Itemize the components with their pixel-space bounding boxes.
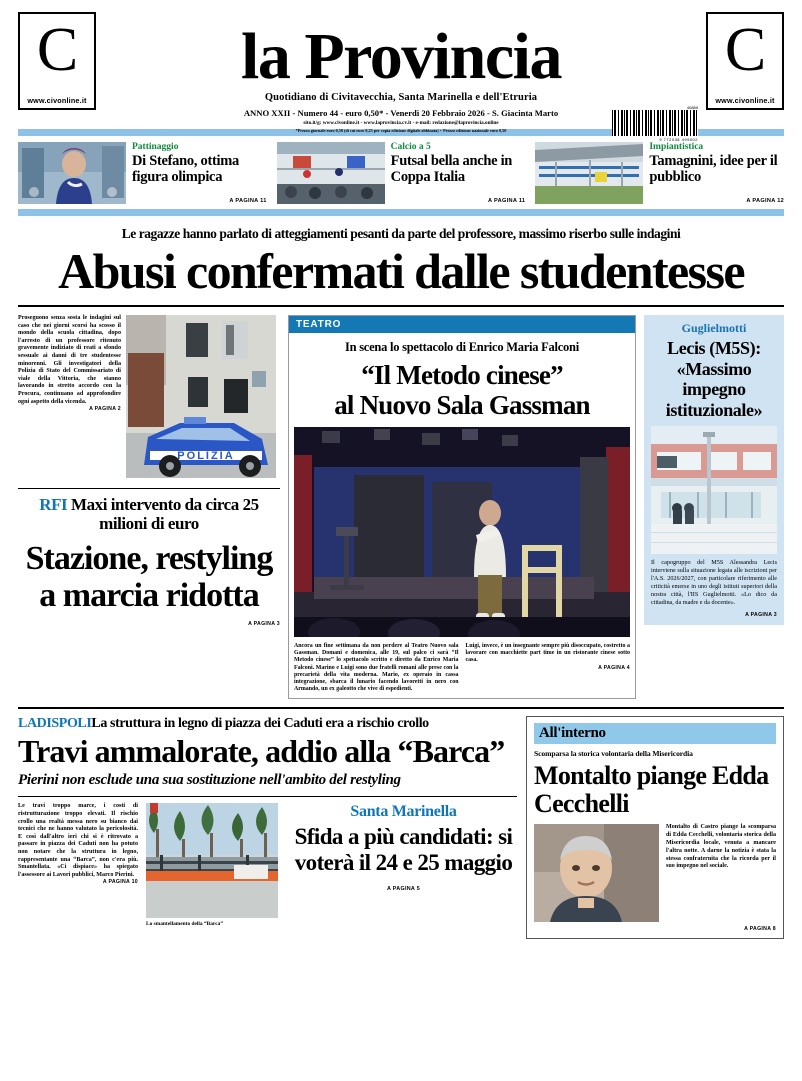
- guglielmotti-body-text: Il capogruppo del M5S Alessandra Lecis interviene sulla situazione legata alle iscrizioni per l'A.S. 2026/2027, con particolare riferimento alle criticità emerse in uno degli istituti superiori della nostra città, l'IIS Guglielmotti. «Lo dico da cittadina, da madre e da docente».: [651, 559, 777, 607]
- sports-page-ref: A PAGINA 11: [229, 198, 267, 204]
- svg-text:POLIZIA: POLIZIA: [177, 450, 235, 462]
- ladispoli-article[interactable]: [18, 716, 526, 939]
- ladispoli-kicker-line: [18, 716, 517, 732]
- newspaper-title: la Provincia: [241, 20, 561, 93]
- sports-text: [643, 142, 784, 204]
- santa-marinella-article[interactable]: [286, 803, 517, 927]
- santa-marinella-kicker: Santa Marinella: [350, 803, 457, 821]
- piazza-caduti-photo: [146, 803, 278, 918]
- teatro-body-text-2: Luigi, invece, è un insegnante sempre più disoccupato, costretto a lavorare con macchiette part time in un ristorante cinese sotto casa.: [465, 643, 630, 664]
- logo-left-letter: C: [36, 16, 78, 84]
- sports-headline[interactable]: Di Stefano, ottima figura olimpica: [132, 153, 239, 185]
- sports-page-ref: A PAGINA 12: [746, 198, 785, 204]
- ladispoli-subhead: Pierini non esclude una sua sostituzione nell'ambito del restyling: [18, 772, 401, 789]
- santa-marinella-headline[interactable]: Sfida a più candidati: si voterà il 24 e 25 maggio: [294, 824, 513, 876]
- teatro-body-columns: [294, 643, 630, 693]
- barcode-top-number: 40889: [686, 105, 698, 110]
- sports-item[interactable]: [277, 142, 526, 204]
- guglielmotti-page-ref: A PAGINA 3: [745, 611, 777, 618]
- sports-item[interactable]: [535, 142, 784, 204]
- lead-headline[interactable]: Abusi confermati dalle studentesse: [58, 243, 744, 299]
- logo-left: [18, 12, 96, 110]
- rfi-tag: RFI: [39, 495, 68, 514]
- sports-headline[interactable]: Tamagnini, idee per il pubblico: [649, 153, 778, 185]
- teatro-subhead: In scena lo spettacolo di Enrico Maria Falconi: [345, 340, 579, 354]
- police-car-photo: [126, 315, 276, 478]
- barcode-icon: [612, 110, 698, 136]
- lead-kicker: Le ragazze hanno parlato di atteggiamenti pesanti da parte del professore, massimo riserbo sulle indagini: [121, 226, 681, 241]
- theatre-stage-photo: [294, 427, 630, 637]
- santa-marinella-page-ref: A PAGINA 5: [386, 886, 421, 893]
- bottom-blue-rule: [18, 209, 784, 216]
- futsal-court-photo: [277, 142, 385, 204]
- sports-page-ref: A PAGINA 11: [488, 198, 526, 204]
- ladispoli-body-text: Le travi troppo marce, i costi di ristrutturazione troppo elevati. Il rischio crollo una realtà messa nero su bianco dai tecnici che ne hanno valutato la pericolosità. E così dall'altro ieri chi si è ritrovato a passare in piazza dei Caduti non ha potuto non notare che la struttura in legno, rappresentante una “Barca”, non c'era più. Smantellata. «Ci dispiace» ha spiegato l'assessore ai Lavori pubblici, Marco Pierini.: [18, 803, 138, 878]
- lead-divider: [18, 305, 784, 307]
- lead-page-ref: A PAGINA 2: [89, 406, 121, 413]
- allinterno-page-ref: A PAGINA 8: [744, 926, 776, 933]
- allinterno-article[interactable]: [526, 716, 784, 939]
- teatro-body-col2: [466, 643, 631, 693]
- barcode-number: 9 772038 499002: [659, 137, 698, 142]
- barcode-area: [612, 105, 698, 142]
- lead-body-row: [18, 315, 280, 478]
- sports-strip: [18, 142, 784, 204]
- teatro-tag: TEATRO: [289, 316, 635, 333]
- lead-body-column: [18, 315, 126, 478]
- teatro-article[interactable]: [288, 315, 636, 699]
- allinterno-body-row: [534, 824, 776, 922]
- ladispoli-headline[interactable]: Travi ammalorate, addio alla “Barca”: [18, 733, 505, 770]
- teatro-headline[interactable]: [289, 360, 635, 420]
- ladispoli-body-column: [18, 803, 138, 927]
- masthead-web-line: sito.it/g: www.civonline.it - www.laprovincia.cv.it - e-mail: redazione@laprovincia.online: [303, 120, 499, 126]
- ladispoli-tag: LADISPOLI: [18, 716, 92, 732]
- rfi-divider: [18, 488, 280, 489]
- sports-kicker: Calcio a 5: [390, 142, 431, 152]
- lead-body-text: Proseguono senza sosta le indagini sul caso che nei giorni scorsi ha scosso il mondo della scuola cittadina, dopo l'arresto di un professore ritenuto gravemente indiziato di reati a sfondo sessuale ai danni di tre studentesse minorenni. Gli investigatori della Polizia di Stato del Commissariato di viale della Vittoria, che stanno lavorando in stretto accordo con la Procura, continuano ad approfondire ogni aspetto della vicenda.: [18, 315, 121, 405]
- teatro-page-ref: A PAGINA 4: [598, 664, 630, 671]
- ladispoli-photo-caption: Lo smantellamento della “Barca”: [146, 921, 224, 928]
- stadium-stand-photo: [535, 142, 643, 204]
- logo-right-letter: C: [724, 16, 766, 84]
- edda-cecchelli-portrait: [534, 824, 659, 922]
- center-column: [280, 315, 644, 699]
- allinterno-kicker: Scomparsa la storica volontaria della Misericordia: [534, 749, 693, 759]
- rfi-subhead: Maxi intervento da circa 25 milioni di euro: [71, 495, 259, 533]
- ladispoli-photo-wrap: [146, 803, 278, 927]
- lower-section: [18, 716, 784, 939]
- lower-divider: [18, 707, 784, 709]
- guglielmotti-headline[interactable]: Lecis (M5S): «Massimo impegno istituzionale»: [665, 338, 763, 420]
- sports-text: [385, 142, 526, 204]
- ladispoli-page-ref: A PAGINA 10: [102, 879, 138, 886]
- rfi-page-ref: A PAGINA 3: [248, 621, 280, 627]
- allinterno-tag: All'interno: [534, 723, 776, 744]
- left-column: [18, 315, 280, 699]
- teatro-body-text-1: Ancora un fine settimana da non perdere al Teatro Nuovo sala Gassman. Domani e domenica, alle 19, sul palco ci sarà “Il Metodo cinese” lo spettacolo scritto e diretto da Enrico Maria Falconi. Marino e Luigi sono due fratelli romani alle prese con la precarietà della vita moderna. Mario, ex operaio in cassa integrazione, sbarca il lunario facendo lavoretti in nero con Armando, un ex galeotto che vive di espedienti.: [294, 643, 459, 693]
- sports-text: [126, 142, 267, 204]
- rfi-headline[interactable]: Stazione, restyling a marcia ridotta: [25, 540, 273, 614]
- sports-item[interactable]: [18, 142, 267, 204]
- athlete-photo: [18, 142, 126, 204]
- teatro-body-col1: [294, 643, 459, 693]
- masthead-issue-line: ANNO XXII - Numero 44 - euro 0,50* - Venerdì 20 Febbraio 2026 - S. Giacinta Marto: [243, 108, 559, 118]
- allinterno-body-text: Montalto di Castro piange la scomparsa di Edda Cecchelli, volontaria storica della Misericordia locale, venuta a mancare l'altra notte. A darne la notizia è stata la stessa confraternita che la ricorda per il suo impegno nel sociale.: [666, 824, 776, 870]
- school-building-photo: [651, 426, 777, 554]
- masthead-price-line: *Prezzo giornale euro 0,50 (di cui euro 0,25 per copia edizione digitale abbinata) + Prezzo edizione nazionale euro 0,50: [295, 128, 507, 133]
- sports-kicker: Pattinaggio: [132, 142, 179, 152]
- logo-right: [706, 12, 784, 110]
- ladispoli-columns: [18, 803, 517, 927]
- main-grid: [18, 315, 784, 699]
- logo-right-url[interactable]: www.civonline.it: [715, 96, 775, 105]
- ladispoli-divider: [18, 796, 517, 797]
- allinterno-headline[interactable]: Montalto piange Edda Cecchelli: [534, 761, 769, 819]
- masthead-subtitle: Quotidiano di Civitavecchia, Santa Marinella e dell'Etruria: [264, 92, 538, 103]
- sports-kicker: Impiantistica: [649, 142, 704, 152]
- guglielmotti-kicker: Guglielmotti: [681, 321, 747, 335]
- rfi-subhead-line: [18, 495, 280, 533]
- ladispoli-kicker: La struttura in legno di piazza dei Caduti era a rischio crollo: [91, 716, 429, 732]
- teatro-headline-line2: al Nuovo Sala Gassman: [334, 390, 590, 420]
- lead-story-header: [18, 226, 784, 297]
- logo-left-url[interactable]: www.civonline.it: [27, 96, 87, 105]
- teatro-headline-line1: “Il Metodo cinese”: [361, 360, 563, 390]
- guglielmotti-article[interactable]: [644, 315, 784, 625]
- right-column: [644, 315, 784, 699]
- sports-headline[interactable]: Futsal bella anche in Coppa Italia: [390, 153, 513, 185]
